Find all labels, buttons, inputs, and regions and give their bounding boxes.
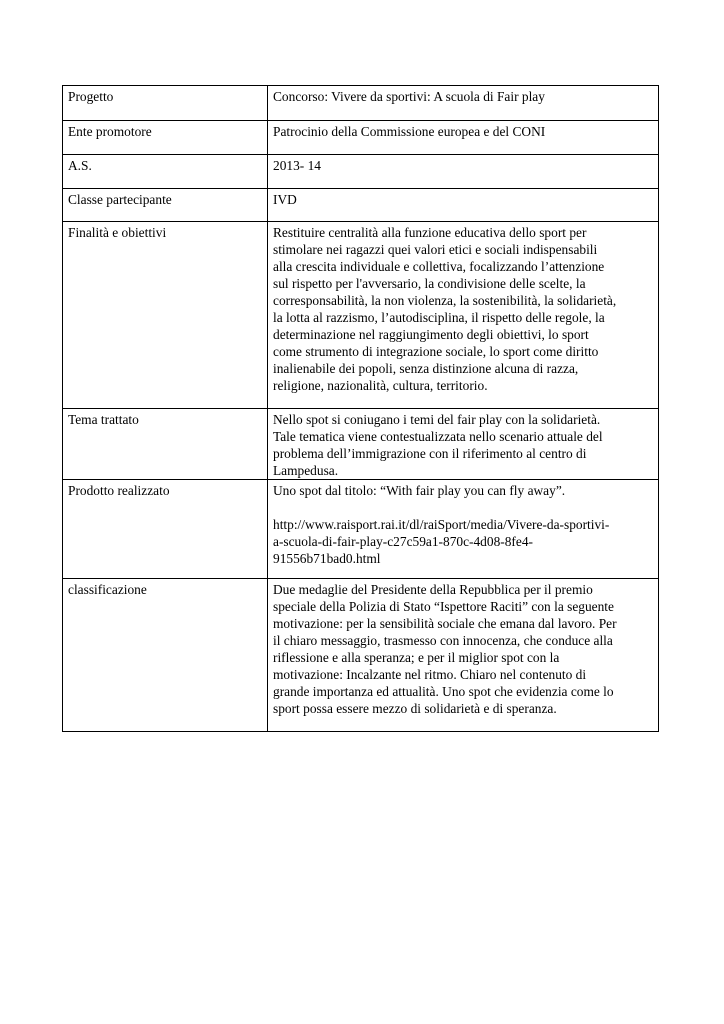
text-line: problema dell’immigrazione con il riferimento al centro di	[273, 446, 587, 461]
row-label-classe: Classe partecipante	[63, 189, 268, 222]
text-line: grande importanza ed attualità. Uno spot che evidenzia come lo	[273, 684, 614, 699]
table-row-prodotto	[63, 480, 659, 579]
text-line: riflessione e alla speranza; e per il miglior spot con la	[273, 650, 560, 665]
text-line: Nello spot si coniugano i temi del fair play con la solidarietà.	[273, 412, 601, 427]
text-line: stimolare nei ragazzi quei valori etici e sociali indispensabili	[273, 242, 598, 257]
text-line: speciale della Polizia di Stato “Ispettore Raciti” con la seguente	[273, 599, 614, 614]
table-row-progetto	[63, 86, 659, 121]
text-line: come strumento di integrazione sociale, lo sport come diritto	[273, 344, 599, 359]
video-link-line[interactable]: 91556b71bad0.html	[273, 551, 381, 566]
table-row-tema	[63, 409, 659, 480]
row-value-ente-promotore: Patrocinio della Commissione europea e del CONI	[268, 121, 659, 155]
text-line: religione, nazionalità, cultura, territorio.	[273, 378, 488, 393]
table-row-ente-promotore	[63, 121, 659, 155]
table-row-classificazione	[63, 579, 659, 732]
row-label-ente-promotore: Ente promotore	[63, 121, 268, 155]
row-value-anno-scolastico: 2013- 14	[268, 155, 659, 189]
text-line: motivazione: Incalzante nel ritmo. Chiaro nel contenuto di	[273, 667, 587, 682]
text-line: la lotta al razzismo, l’autodisciplina, il rispetto delle regole, la	[273, 310, 605, 325]
row-value-prodotto	[268, 480, 659, 579]
text-line: sport possa essere mezzo di solidarietà e di speranza.	[273, 701, 557, 716]
text-line: Tale tematica viene contestualizzata nello scenario attuale del	[273, 429, 603, 444]
text-line: sul rispetto per l'avversario, la condivisione delle scelte, la	[273, 276, 586, 291]
table-row-finalita	[63, 222, 659, 409]
row-value-finalita	[268, 222, 659, 409]
row-label-prodotto: Prodotto realizzato	[63, 480, 268, 579]
table-row-classe	[63, 189, 659, 222]
row-value-classe: IVD	[268, 189, 659, 222]
text-line: corresponsabilità, la non violenza, la sostenibilità, la solidarietà,	[273, 293, 617, 308]
row-label-progetto: Progetto	[63, 86, 268, 121]
row-label-finalita: Finalità e obiettivi	[63, 222, 268, 409]
paragraph-gap	[273, 499, 653, 516]
row-value-tema	[268, 409, 659, 480]
text-line: determinazione nel raggiungimento degli obiettivi, lo sport	[273, 327, 589, 342]
spot-title-text: Uno spot dal titolo: “With fair play you can fly away”.	[273, 483, 566, 498]
text-line: il chiaro messaggio, trasmesso con innocenza, che conduce alla	[273, 633, 613, 648]
text-line: Due medaglie del Presidente della Repubblica per il premio	[273, 582, 593, 597]
row-label-anno-scolastico: A.S.	[63, 155, 268, 189]
row-label-classificazione: classificazione	[63, 579, 268, 732]
text-line: inalienabile dei popoli, senza distinzione alcuna di razza,	[273, 361, 579, 376]
row-label-tema: Tema trattato	[63, 409, 268, 480]
video-link-line[interactable]: a-scuola-di-fair-play-c27c59a1-870c-4d08-8fe4-	[273, 534, 533, 549]
video-link-line[interactable]: http://www.raisport.rai.it/dl/raiSport/media/Vivere-da-sportivi-	[273, 517, 610, 532]
row-value-progetto: Concorso: Vivere da sportivi: A scuola di Fair play	[268, 86, 659, 121]
table-row-anno-scolastico	[63, 155, 659, 189]
text-line: motivazione: per la sensibilità sociale che emana dal lavoro. Per	[273, 616, 617, 631]
project-info-table	[62, 85, 659, 732]
row-value-classificazione	[268, 579, 659, 732]
text-line: Lampedusa.	[273, 463, 339, 478]
text-line: Restituire centralità alla funzione educativa dello sport per	[273, 225, 587, 240]
text-line: alla crescita individuale e collettiva, focalizzando l’attenzione	[273, 259, 605, 274]
